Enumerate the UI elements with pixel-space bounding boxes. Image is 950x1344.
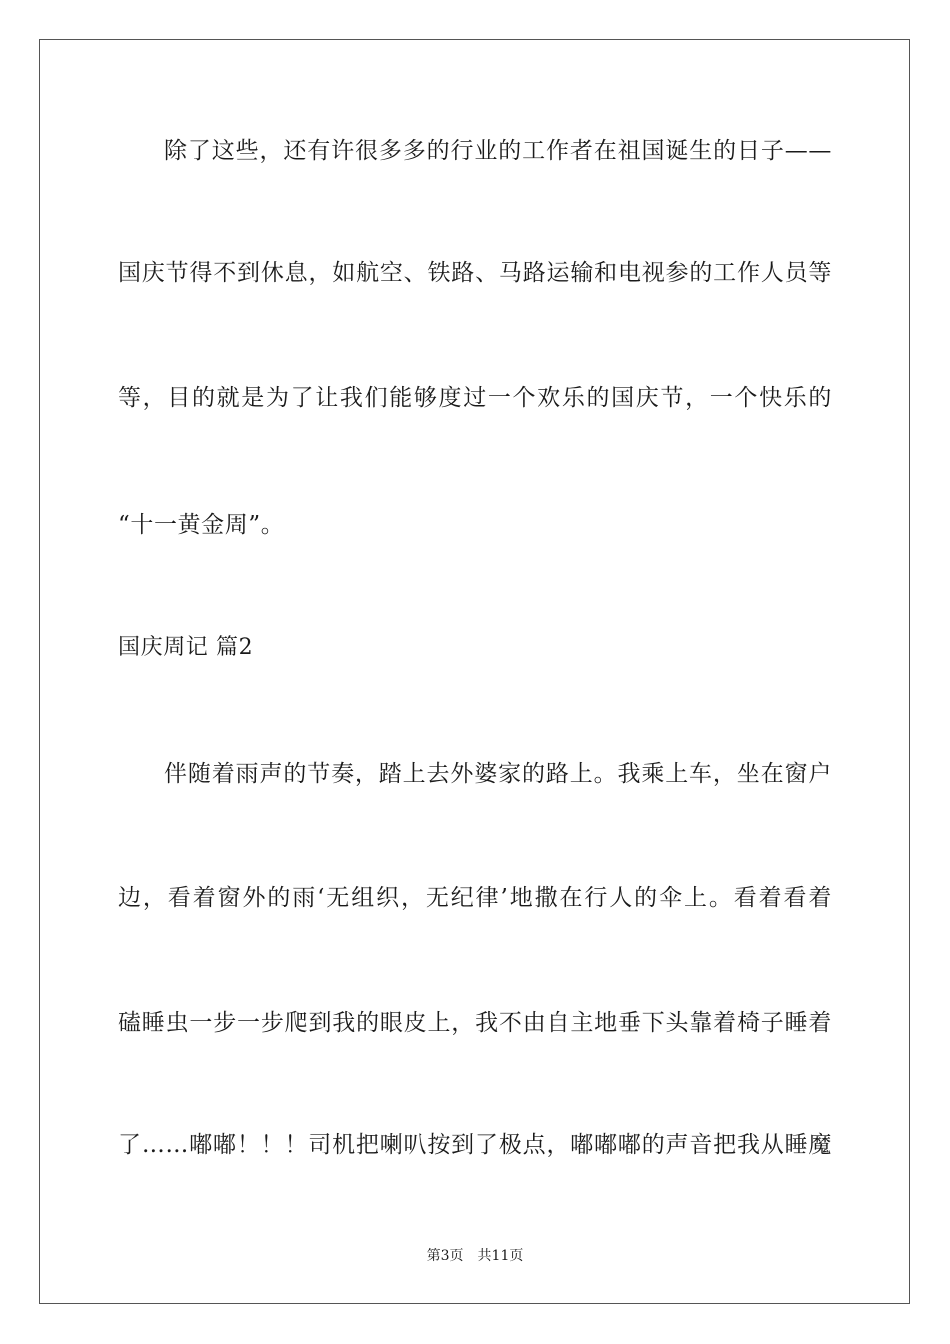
page-total: 共11页 [477,1248,524,1264]
page-footer [0,1246,950,1266]
paragraph-line: 除了这些，还有许很多多的行业的工作者在祖国诞生的日子—— [164,138,832,164]
paragraph-line: 磕睡虫一步一步爬到我的眼皮上，我不由自主地垂下头靠着椅子睡着 [118,1010,832,1036]
page-number: 第3页 [426,1248,464,1264]
paragraph-line: 边，看着窗外的雨‘无组织，无纪律’地撒在行人的伞上。看着看着 [118,885,832,911]
paragraph-line: 等，目的就是为了让我们能够度过一个欢乐的国庆节，一个快乐的 [118,385,832,411]
paragraph-line: 国庆节得不到休息，如航空、铁路、马路运输和电视参的工作人员等 [118,260,832,286]
paragraph-line: 了……嘟嘟！！！司机把喇叭按到了极点，嘟嘟嘟的声音把我从睡魔 [118,1132,832,1158]
page-border [39,39,910,1304]
section-heading: 国庆周记 篇2 [118,635,254,660]
paragraph-line: 伴随着雨声的节奏，踏上去外婆家的路上。我乘上车，坐在窗户 [164,761,832,787]
paragraph-line: “十一黄金周”。 [118,512,285,538]
